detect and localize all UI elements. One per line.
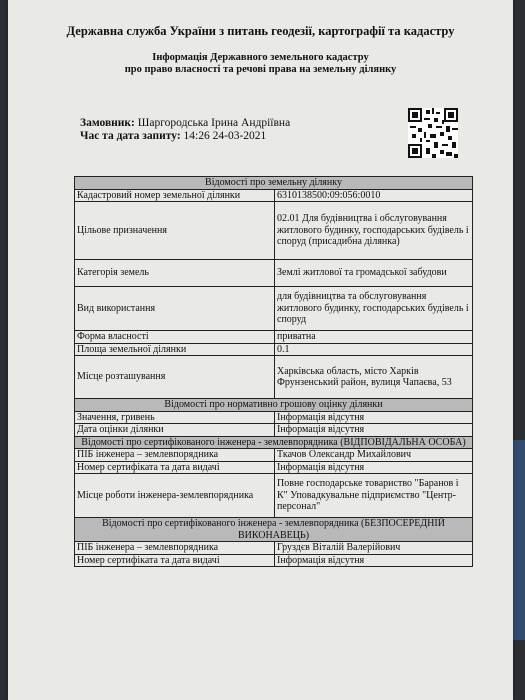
row-value: Інформація відсутня	[275, 424, 473, 437]
row-label: Номер сертифіката та дата видачі	[75, 461, 275, 474]
table-row	[75, 260, 473, 287]
row-label: Кадастровий номер земельної ділянки	[75, 189, 275, 202]
cadastre-table	[74, 176, 473, 567]
section-header-row	[75, 177, 473, 190]
table-row	[75, 331, 473, 344]
row-value: приватна	[275, 331, 473, 344]
table-row	[75, 461, 473, 474]
row-value: 6310138500:09:056:0010	[275, 189, 473, 202]
table-row	[75, 202, 473, 260]
customer-label: Замовник:	[80, 117, 135, 129]
customer-line	[80, 117, 290, 129]
row-label: Форма власності	[75, 331, 275, 344]
row-value: для будівництва та обслуговування житлового будинку, господарських будівель і споруд	[275, 287, 473, 331]
section-header-row	[75, 436, 473, 449]
row-label: Вид використання	[75, 287, 275, 331]
section-valuation-title: Відомості про нормативно грошову оцінку ділянки	[75, 399, 473, 412]
document-page	[8, 0, 513, 700]
row-value: Ткачов Олександр Михайлович	[275, 449, 473, 462]
row-label: Дата оцінки ділянки	[75, 424, 275, 437]
table-row	[75, 542, 473, 555]
agency-title: Державна служба України з питань геодезії, картографії та кадастру	[66, 24, 455, 38]
qr-code-icon	[408, 108, 458, 158]
table-row	[75, 356, 473, 399]
section-engineer-executor-title: Відомості про сертифікованого інженера - землевпорядника (БЕЗПОСЕРЕДНІЙ ВИКОНАВЕЦЬ)	[75, 518, 473, 542]
table-row	[75, 449, 473, 462]
customer-value: Шаргородська Ірина Андріївна	[137, 117, 291, 129]
row-value: Інформація відсутня	[275, 461, 473, 474]
section-engineer-responsible-title: Відомості про сертифікованого інженера - землевпорядника (ВІДПОВІДАЛЬНА ОСОБА)	[75, 436, 473, 449]
row-value: Інформація відсутня	[275, 411, 473, 424]
row-label: Місце роботи інженера-землевпорядника	[75, 474, 275, 518]
document-subtitle-line1: Інформація Державного земельного кадастру	[152, 52, 369, 63]
row-value: Землі житлової та громадської забудови	[275, 260, 473, 287]
row-value: Інформація відсутня	[275, 554, 473, 567]
row-value: 0.1	[275, 343, 473, 356]
row-label: Значення, гривень	[75, 411, 275, 424]
section-plot-title: Відомості про земельну ділянку	[75, 177, 473, 190]
row-label: Площа земельної ділянки	[75, 343, 275, 356]
table-row	[75, 287, 473, 331]
row-label: Номер сертифіката та дата видачі	[75, 554, 275, 567]
row-label: Категорія земель	[75, 260, 275, 287]
section-header-row	[75, 518, 473, 542]
row-value: Повне господарське товариство "Баранов і К" Уповадкувальне підприємство "Центр-персонал"	[275, 474, 473, 518]
table-row	[75, 189, 473, 202]
row-value: 02.01 Для будівництва і обслуговування житлового будинку, господарських будівель і споруд (присадибна ділянка)	[275, 202, 473, 260]
request-time-value: 14:26 24-03-2021	[183, 130, 267, 142]
table-row	[75, 343, 473, 356]
table-row	[75, 424, 473, 437]
row-value: Харківська область, місто Харків Фрунзенський район, вулиця Чапаєва, 53	[275, 356, 473, 399]
request-time-label: Час та дата запиту:	[80, 130, 181, 142]
row-value: Груздєв Віталій Валерійович	[275, 542, 473, 555]
row-label: Цільове призначення	[75, 202, 275, 260]
table-row	[75, 411, 473, 424]
document-subtitle-line2: про право власності та речові права на земельну ділянку	[124, 64, 397, 75]
section-header-row	[75, 399, 473, 412]
row-label: ПІБ інженера – землевпорядника	[75, 449, 275, 462]
table-row	[75, 554, 473, 567]
row-label: Місце розташування	[75, 356, 275, 399]
row-label: ПІБ інженера – землевпорядника	[75, 542, 275, 555]
request-time-line	[80, 130, 266, 142]
table-row	[75, 474, 473, 518]
